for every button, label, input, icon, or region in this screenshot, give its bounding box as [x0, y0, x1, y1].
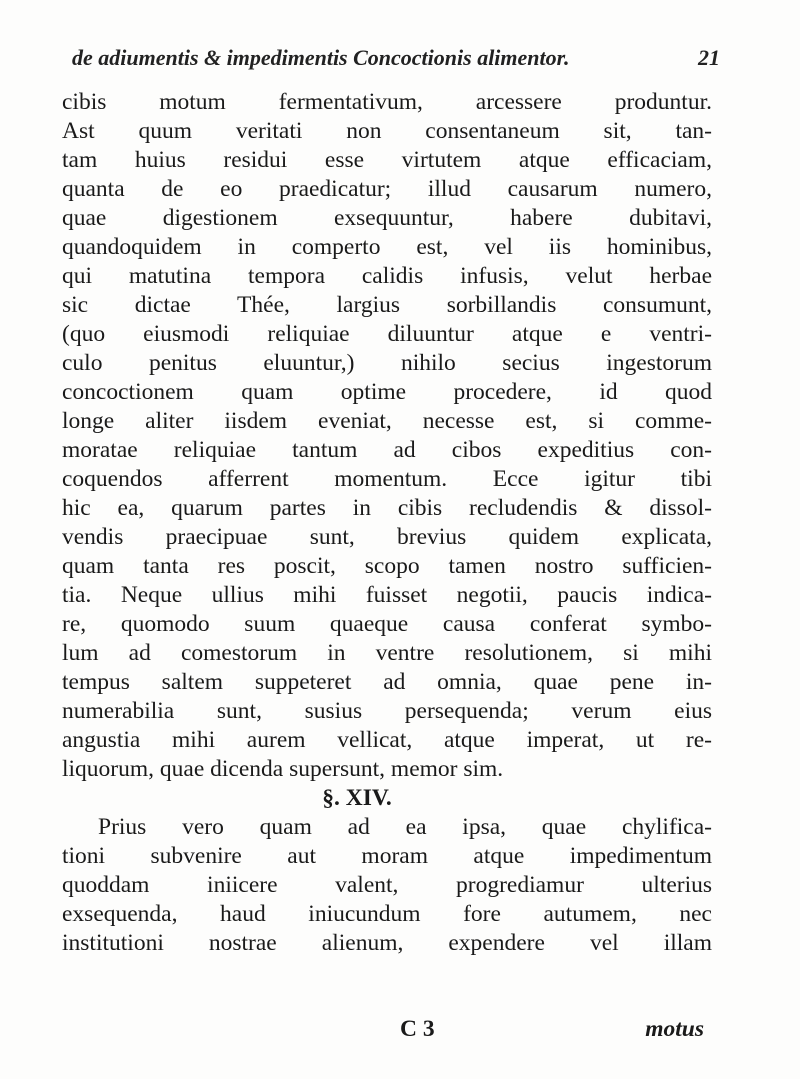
running-header: [72, 38, 720, 78]
text-line: liquorum, quae dicenda supersunt, memor sim.: [62, 756, 504, 782]
main-text: [62, 88, 712, 958]
text-line: quandoquidem in comperto est, vel iis hominibus,: [62, 234, 712, 260]
text-line: coquendos afferrent momentum. Ecce igitur tibi: [62, 466, 712, 492]
page-footer: [62, 1012, 712, 1046]
page-number: 21: [698, 45, 720, 70]
text-line: qui matutina tempora calidis infusis, velut herbae: [62, 263, 712, 289]
section-heading: §. XIV.: [322, 785, 392, 811]
signature-mark: C 3: [400, 1016, 435, 1042]
text-line: angustia mihi aurem vellicat, atque imperat, ut re-: [62, 727, 712, 753]
text-line: vendis praecipuae sunt, brevius quidem explicata,: [62, 524, 712, 550]
text-line: quae digestionem exsequuntur, habere dubitavi,: [62, 205, 712, 231]
text-line: cibis motum fermentativum, arcessere produntur.: [62, 89, 712, 115]
text-line: quanta de eo praedicatur; illud causarum numero,: [62, 176, 712, 202]
text-line: Prius vero quam ad ea ipsa, quae chylifica-: [98, 814, 712, 840]
catchword: motus: [645, 1016, 704, 1042]
text-line: re, quomodo suum quaeque causa conferat symbo-: [62, 611, 712, 637]
text-line: culo penitus eluuntur,) nihilo secius ingestorum: [62, 350, 712, 376]
text-line: quam tanta res poscit, scopo tamen nostro sufficien-: [62, 553, 712, 579]
text-line: hic ea, quarum partes in cibis recludendis & dissol-: [62, 495, 712, 521]
text-line: tioni subvenire aut moram atque impedimentum: [62, 843, 712, 869]
text-line: exsequenda, haud iniucundum fore autumem, nec: [62, 901, 712, 927]
text-line: tempus saltem suppeteret ad omnia, quae pene in-: [62, 669, 712, 695]
text-line: lum ad comestorum in ventre resolutionem, si mihi: [62, 640, 712, 666]
text-line: (quo eiusmodi reliquiae diluuntur atque e ventri-: [62, 321, 712, 347]
text-line: tam huius residui esse virtutem atque efficaciam,: [62, 147, 712, 173]
text-line: Ast quum veritati non consentaneum sit, tan-: [62, 118, 712, 144]
text-line: longe aliter iisdem eveniat, necesse est, si comme-: [62, 408, 712, 434]
text-line: quoddam iniicere valent, progrediamur ulterius: [62, 872, 712, 898]
text-line: institutioni nostrae alienum, expendere vel illam: [62, 930, 712, 956]
text-line: numerabilia sunt, susius persequenda; verum eius: [62, 698, 712, 724]
text-line: moratae reliquiae tantum ad cibos expeditius con-: [62, 437, 712, 463]
text-line: sic dictae Thée, largius sorbillandis consumunt,: [62, 292, 712, 318]
text-line: tia. Neque ullius mihi fuisset negotii, paucis indica-: [62, 582, 712, 608]
text-line: concoctionem quam optime procedere, id quod: [62, 379, 712, 405]
running-title: de adiumentis & impedimentis Concoctionis alimentor.: [72, 45, 570, 70]
